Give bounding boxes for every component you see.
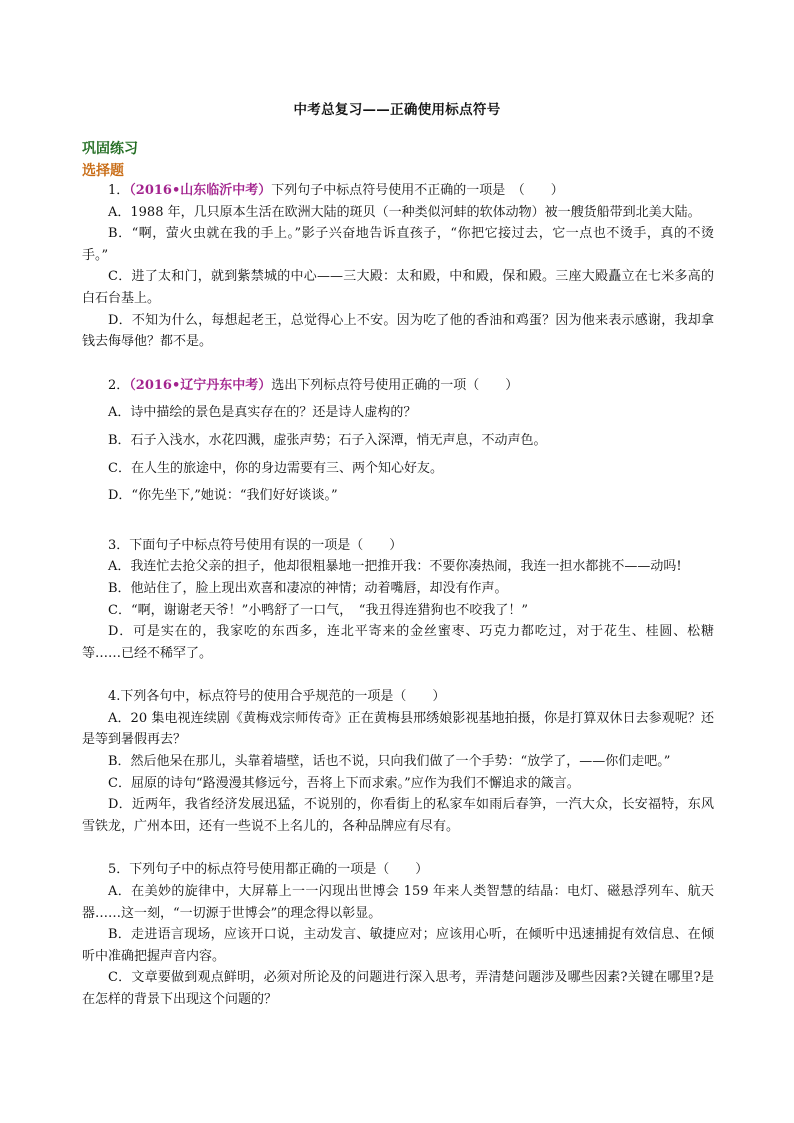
option-d: D．“你先坐下,”她说：“我们好好谈谈。”: [108, 488, 338, 504]
section-heading-practice: 巩固练习: [82, 141, 138, 157]
question-stem: [82, 180, 714, 202]
question-3: [82, 535, 714, 665]
option-b: B．走进语言现场，应该开口说，主动发言、敏捷应对；应该用心听，在倾听中迅速捕捉有效信息、在倾听中准确把握声音内容。: [82, 927, 714, 964]
question-text: 下列句子中标点符号使用不正确的一项是 （ ）: [271, 183, 564, 198]
question-number: 4.: [108, 689, 121, 705]
option-a: A．20 集电视连续剧《黄梅戏宗师传奇》正在黄梅县邢绣娘影视基地拍摄，你是打算双休日去参观呢？还是等到暑假再去？: [82, 710, 714, 748]
question-2: [82, 375, 714, 507]
option-c: C．文章要做到观点鲜明，必须对所论及的问题进行深入思考，弄清楚问题涉及哪些因素?关键在哪里?是在怎样的背景下出现这个问题的？: [82, 970, 714, 1007]
option-a: A．诗中描绘的景色是真实存在的？还是诗人虚构的？: [108, 405, 417, 421]
question-4: [82, 686, 714, 837]
question-number: 5．: [108, 862, 130, 878]
option-c: C．屈原的诗句“路漫漫其修远兮，吾将上下而求索。”应作为我们不懈追求的箴言。: [108, 775, 580, 791]
option-c: C．进了太和门，就到紫禁城的中心——三大殿：太和殿，中和殿，保和殿。三座大殿矗立在七米多高的白石台基上。: [82, 269, 714, 306]
question-text: 下面句子中标点符号使用有误的一项是（ ）: [129, 537, 403, 553]
option-a: A．我连忙去抢父亲的担子，他却很粗暴地一把推开我：不要你凑热闹，我连一担水都挑不——动吗!: [108, 559, 682, 575]
question-text: 下列句子中的标点符号使用都正确的一项是（ ）: [129, 862, 429, 878]
question-text: 选出下列标点符号使用正确的一项（ ）: [271, 377, 519, 393]
question-source: （2016•辽宁丹东中考）: [129, 377, 272, 393]
question-stem: [82, 859, 714, 881]
question-5: [82, 859, 714, 1010]
option-d: D．不知为什么，每想起老王，总觉得心上不安。因为吃了他的香油和鸡蛋？因为他来表示感谢，我却拿钱去侮辱他？都不是。: [82, 312, 714, 350]
question-list: [82, 180, 714, 1011]
question-stem: [82, 375, 714, 397]
section-heading-multiple-choice: 选择题: [82, 163, 124, 179]
option-b: B．然后他呆在那儿，头靠着墙壁，话也不说，只向我们做了一个手势：“放学了，——你们走吧。”: [108, 754, 671, 770]
option-b: B．石子入浅水，水花四溅，虚张声势；石子入深潭，悄无声息，不动声色。: [108, 432, 547, 448]
page-title: 中考总复习——正确使用标点符号: [293, 102, 501, 118]
option-b: B．“啊，萤火虫就在我的手上。”影子兴奋地告诉直孩子，“你把它接过去，它一点也不烫手，真的不烫手。”: [82, 226, 714, 263]
question-text: 下列各句中，标点符号的使用合乎规范的一项是（ ）: [120, 689, 446, 705]
option-b: B．他站住了，脸上现出欢喜和凄凉的神情；动着嘴唇，却没有作声。: [108, 580, 508, 596]
option-d: D．近两年，我省经济发展迅猛，不说别的，你看街上的私家车如雨后春笋，一汽大众，长安福特，东风雪铁龙，广州本田，还有一些说不上名儿的，各种品牌应有尽有。: [82, 797, 714, 834]
question-1: [82, 180, 714, 353]
question-stem: [82, 686, 714, 708]
question-number: 1．: [108, 183, 130, 198]
question-number: 2．: [108, 377, 130, 393]
option-c: C．在人生的旅途中，你的身边需要有三、两个知心好友。: [108, 460, 443, 476]
question-stem: [82, 535, 714, 557]
option-d: D．可是实在的，我家吃的东西多，连北平寄来的金丝蜜枣、巧克力都吃过，对于花生、桂圆、松糖等……已经不稀罕了。: [82, 624, 714, 661]
question-number: 3．: [108, 537, 130, 553]
option-a: A．在美妙的旋律中，大屏幕上一一闪现出世博会 159 年来人类智慧的结晶：电灯、磁悬浮列车、航天器……这一刻，“一切源于世博会”的理念得以彰显。: [82, 884, 714, 921]
option-a: A．1988 年，几只原本生活在欧洲大陆的斑贝（一种类似河蚌的软体动物）被一艘货船带到北美大陆。: [108, 204, 701, 220]
option-c: C．“啊，谢谢老天爷！”小鸭舒了一口气， “我丑得连猎狗也不咬我了！”: [108, 602, 529, 618]
question-source: （2016•山东临沂中考）: [129, 183, 272, 198]
